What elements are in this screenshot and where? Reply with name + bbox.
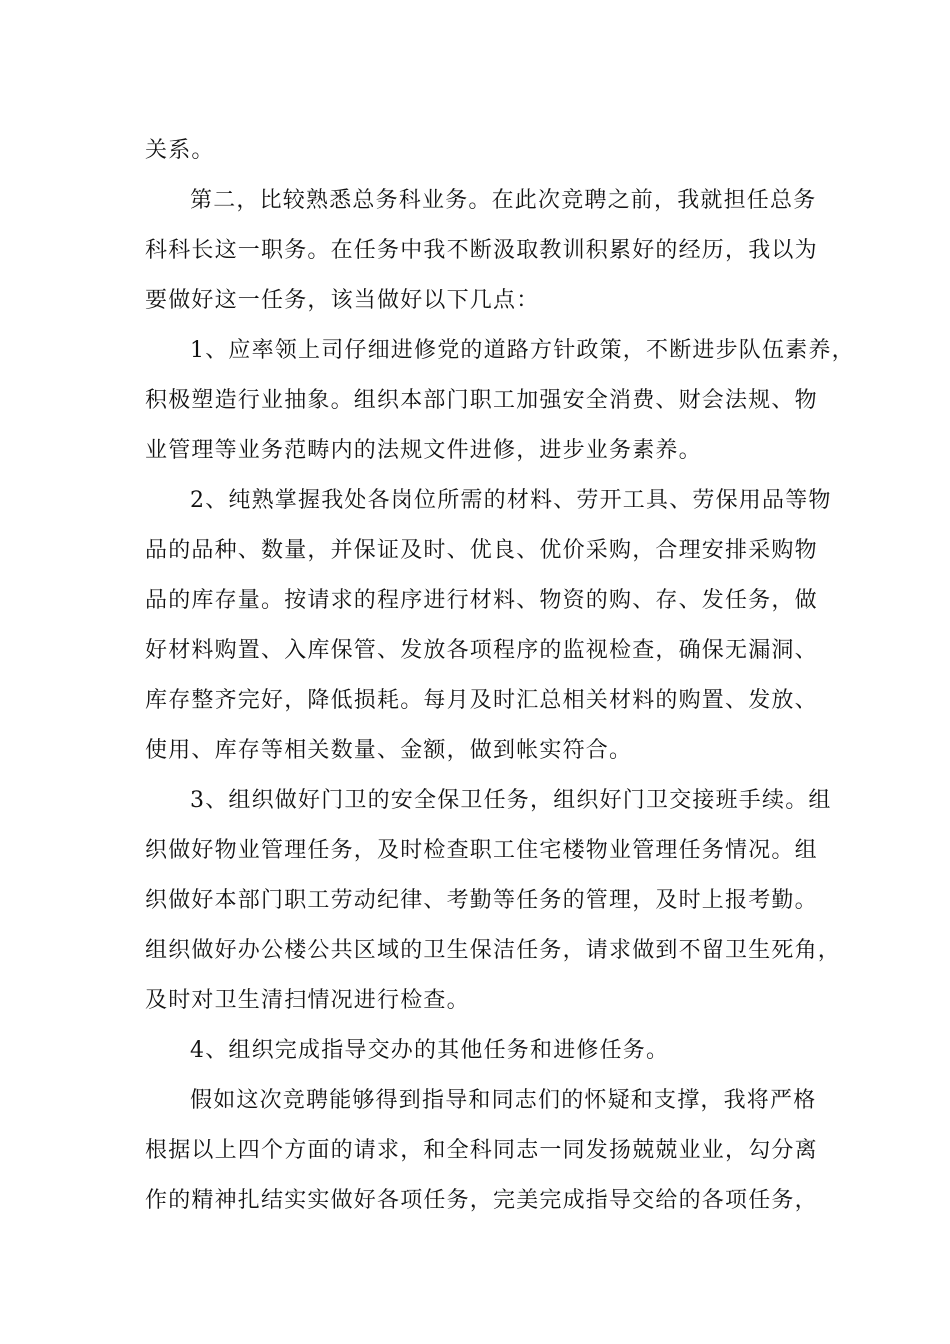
text-line: 关系。: [145, 138, 215, 163]
text-line: 要做好这一任务，该当做好以下几点：: [145, 288, 540, 313]
text-line: 积极塑造行业抽象。组织本部门职工加强安全消费、财会法规、物: [145, 388, 818, 413]
text-line: 使用、库存等相关数量、金额，做到帐实符合。: [145, 738, 633, 763]
text-line: 作的精神扎结实实做好各项任务，完美完成指导交给的各项任务，: [145, 1188, 818, 1213]
text-line: 品的库存量。按请求的程序进行材料、物资的购、存、发任务，做: [145, 588, 818, 613]
text-line: 及时对卫生清扫情况进行检查。: [145, 988, 470, 1013]
text-line: 库存整齐完好，降低损耗。每月及时汇总相关材料的购置、发放、: [145, 688, 818, 713]
text-line: 4、组织完成指导交办的其他任务和进修任务。: [190, 1038, 670, 1063]
text-line: 假如这次竞聘能够得到指导和同志们的怀疑和支撑，我将严格: [190, 1088, 817, 1113]
text-line: 好材料购置、入库保管、发放各项程序的监视检查，确保无漏洞、: [145, 638, 818, 663]
text-line: 2、纯熟掌握我处各岗位所需的材料、劳开工具、劳保用品等物: [190, 488, 832, 513]
text-line: 根据以上四个方面的请求，和全科同志一同发扬兢兢业业，勾分离: [145, 1138, 818, 1163]
text-line: 织做好物业管理任务，及时检查职工住宅楼物业管理任务情况。组: [145, 838, 818, 863]
document-body: [145, 126, 855, 1226]
text-line: 品的品种、数量，并保证及时、优良、优价采购，合理安排采购物: [145, 538, 818, 563]
text-line: 组织做好办公楼公共区域的卫生保洁任务，请求做到不留卫生死角，: [145, 938, 842, 963]
text-line: 科科长这一职务。在任务中我不断汲取教训积累好的经历，我以为: [145, 238, 818, 263]
text-line: 第二，比较熟悉总务科业务。在此次竞聘之前，我就担任总务: [190, 188, 817, 213]
text-line: 3、组织做好门卫的安全保卫任务，组织好门卫交接班手续。组: [190, 788, 832, 813]
text-line: 1、应率领上司仔细进修党的道路方针政策，不断进步队伍素养，: [190, 338, 855, 363]
text-line: 业管理等业务范畴内的法规文件进修，进步业务素养。: [145, 438, 702, 463]
text-line: 织做好本部门职工劳动纪律、考勤等任务的管理，及时上报考勤。: [145, 888, 818, 913]
